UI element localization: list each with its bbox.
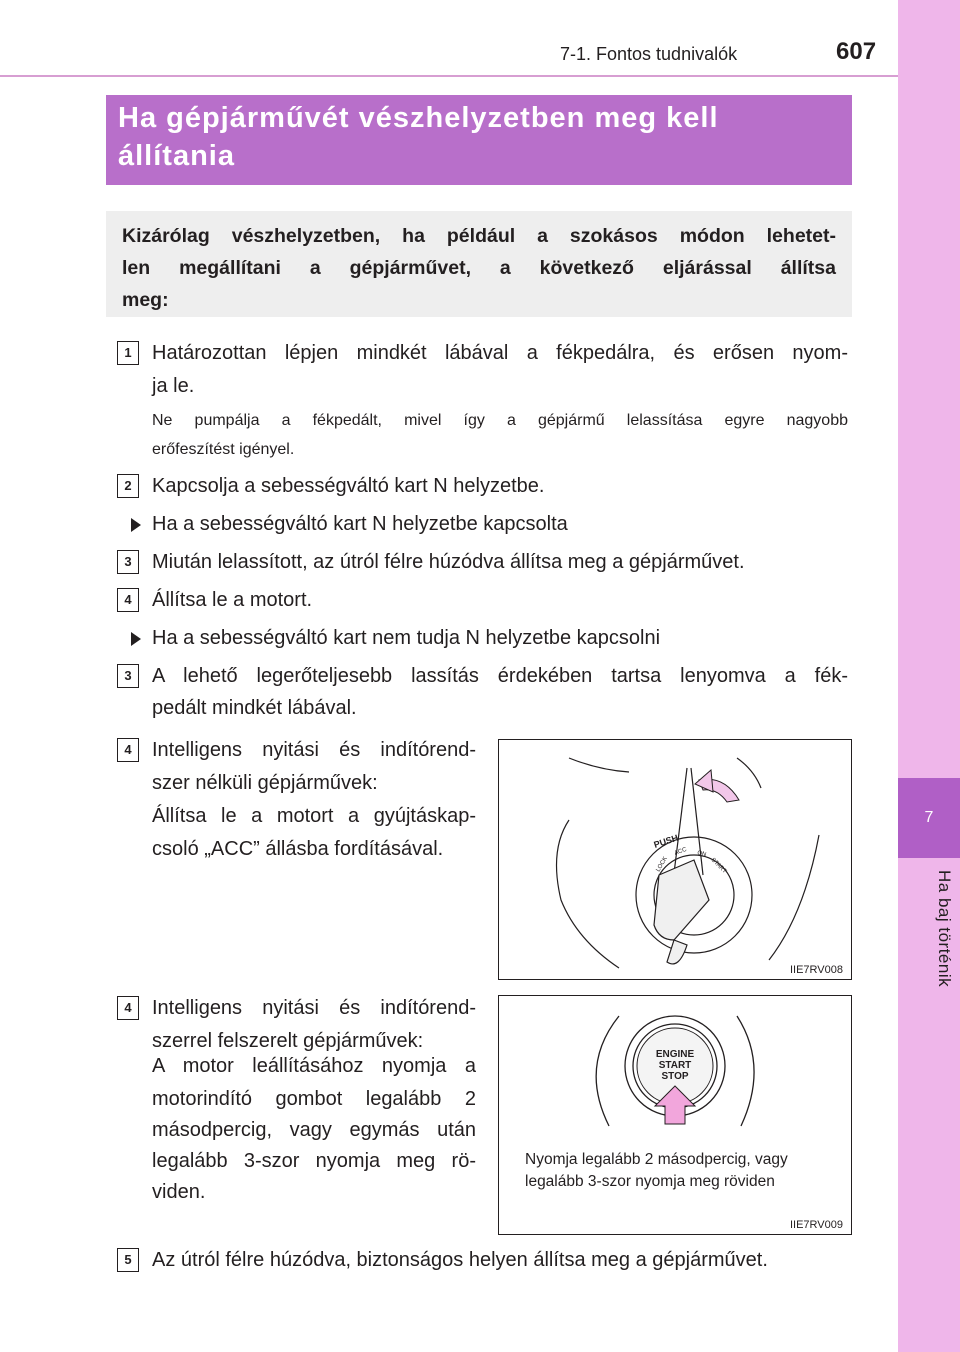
start-label: START (709, 857, 728, 875)
step-4c-line-6: legalább 3-szor nyomja meg rö- (152, 1150, 476, 1172)
step-1-line-1: Határozottan lépjen mindkét lábával a fékpedálra, és erősen nyom- (152, 342, 848, 364)
intro-line-1: Kizárólag vészhelyzetben, ha például a szokásos módon lehetet- (122, 225, 836, 247)
engine-start-stop-button-icon (499, 996, 851, 1234)
ignition-switch-figure (498, 739, 852, 980)
step-number: 3 (117, 664, 139, 688)
section-title: 7-1. Fontos tudnivalók (560, 44, 738, 64)
step-number: 1 (117, 341, 139, 365)
engine-button-figure (498, 995, 852, 1235)
step-number: 4 (117, 588, 139, 612)
step-4c-line-7: viden. (152, 1181, 206, 1203)
step-2-text: Kapcsolja a sebességváltó kart N helyzetbe. (152, 475, 545, 497)
caption-line-1: Nyomja legalább 2 másodpercig, vagy (525, 1151, 788, 1168)
step-4b-line-2: szer nélküli gépjárművek: (152, 772, 378, 794)
step-number: 5 (117, 1248, 139, 1272)
intro-line-3: meg: (122, 289, 169, 311)
side-tab (898, 0, 960, 1352)
ignition-key-icon (499, 740, 851, 979)
title-line-2: állítania (118, 140, 235, 172)
step-number: 2 (117, 474, 139, 498)
chapter-label: Ha baj történik (935, 870, 954, 988)
step-number: 4 (117, 738, 139, 762)
engine-label: ENGINE (655, 1049, 695, 1060)
lock-label: LOCK (655, 855, 669, 873)
step-3-text: Miután lelassított, az útról félre húzódva állítsa meg a gépjárművet. (152, 551, 745, 573)
figure-caption (525, 1149, 788, 1193)
step-4b-line-3: Állítsa le a motort a gyújtáskap- (152, 805, 476, 827)
step-4c-line-1: Intelligens nyitási és indítórend- (152, 997, 476, 1019)
chapter-number: 7 (898, 778, 960, 858)
step-4-text: Állítsa le a motort. (152, 589, 313, 611)
case-1-heading: Ha a sebességváltó kart N helyzetbe kapcsolta (152, 513, 568, 535)
stop-label: STOP (661, 1071, 689, 1082)
intro-box (106, 211, 852, 317)
step-4c-line-4: motorindító gombot legalább 2 (152, 1088, 476, 1110)
case-arrow-icon (131, 632, 141, 646)
case-2-heading: Ha a sebességváltó kart nem tudja N helyzetbe kapcsolni (152, 627, 661, 649)
header-divider (0, 75, 898, 77)
title-line-1: Ha gépjárművét vészhelyzetben meg kell (118, 102, 719, 134)
step-4c-line-5: másodpercig, vagy egymás után (152, 1119, 476, 1141)
step-number: 4 (117, 996, 139, 1020)
figure-code: IIE7RV008 (789, 964, 843, 976)
step-4c-line-2: szerrel felszerelt gépjárművek: (152, 1030, 424, 1052)
step-5-text: Az útról félre húzódva, biztonságos helyen állítsa meg a gépjárművet. (152, 1249, 768, 1271)
step-1-line-2: ja le. (152, 375, 195, 397)
page-number: 607 (836, 38, 877, 65)
figure-code: IIE7RV009 (789, 1219, 843, 1231)
step-1-note-2: erőfeszítést igényel. (152, 441, 295, 458)
step-4c-line-3: A motor leállításához nyomja a (152, 1055, 476, 1077)
push-label: PUSH (652, 832, 680, 850)
step-3b-line-1: A lehető legerőteljesebb lassítás érdekében tartsa lenyomva a fék- (152, 665, 848, 687)
step-1-note-1: Ne pumpálja a fékpedált, mivel így a gépjármű lelassítása egyre nagyobb (152, 412, 848, 429)
caption-line-2: legalább 3-szor nyomja meg röviden (525, 1173, 775, 1190)
step-4b-line-1: Intelligens nyitási és indítórend- (152, 739, 476, 761)
step-4b-line-4: csoló „ACC” állásba fordításával. (152, 838, 444, 860)
intro-line-2: len megállítani a gépjárművet, a következő eljárással állítsa (122, 257, 836, 279)
title-box (106, 95, 852, 185)
on-label: ON (696, 850, 707, 859)
start-label: START (658, 1060, 692, 1071)
case-arrow-icon (131, 518, 141, 532)
step-number: 3 (117, 550, 139, 574)
step-3b-line-2: pedált mindkét lábával. (152, 697, 357, 719)
acc-label: ACC (673, 846, 688, 857)
